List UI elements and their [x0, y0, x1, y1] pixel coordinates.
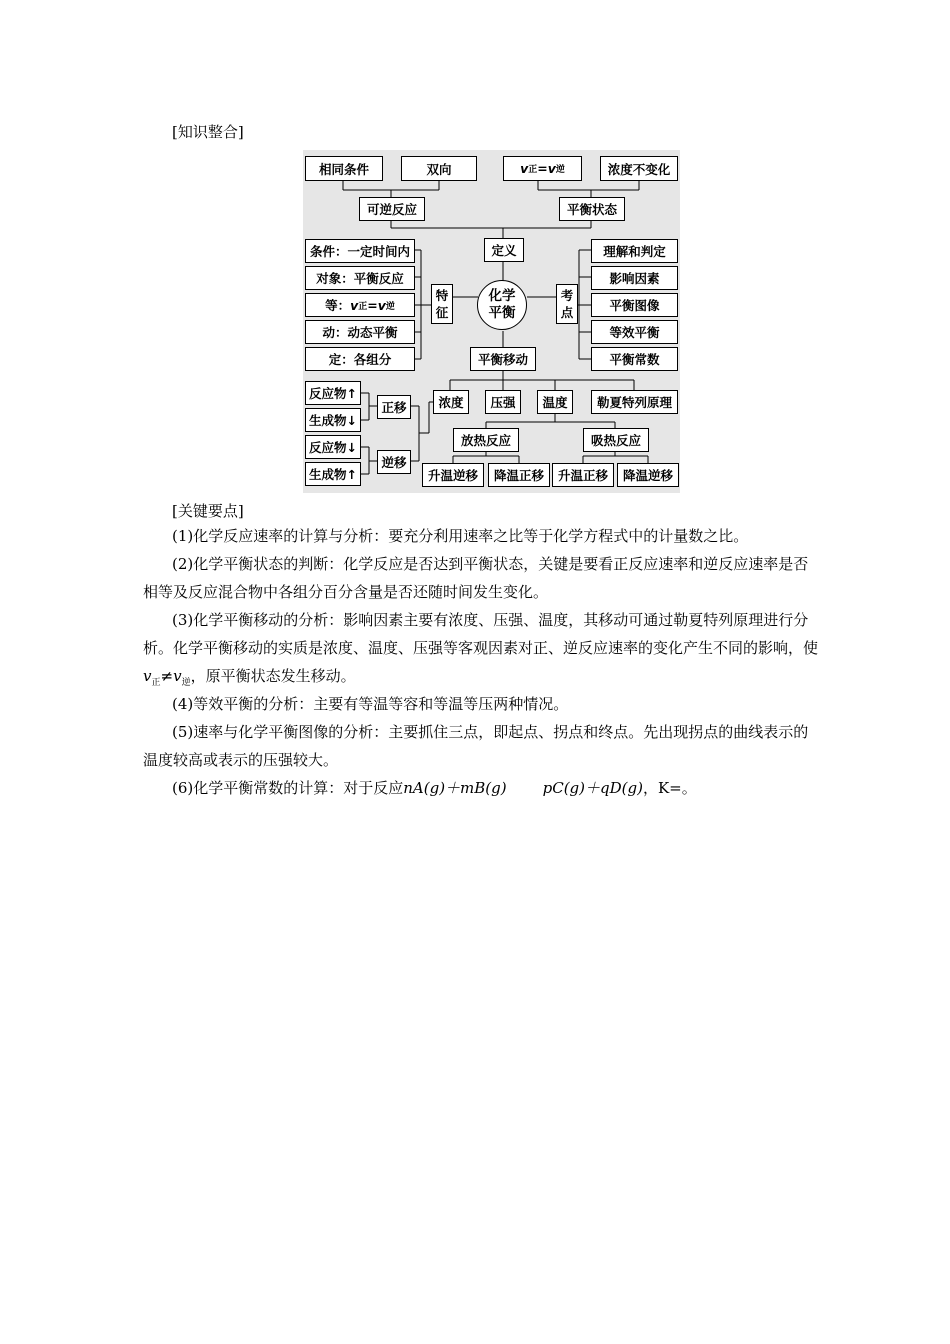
box-feature-object: 对象：平衡反应	[305, 266, 415, 290]
heading-keypoints: [关键要点]	[172, 502, 244, 520]
box-rate-equal: v 正 = v 逆	[503, 156, 582, 181]
box-definition: 定义	[484, 238, 524, 262]
box-exam-label	[556, 284, 578, 324]
point-6-text: (6)化学平衡常数的计算：对于反应	[172, 779, 404, 797]
point-3-text-end: ，原平衡状态发生移动。	[190, 667, 356, 685]
box-heat-forward: 升温正移	[552, 463, 614, 487]
point-5: (5)速率与化学平衡图像的分析：主要抓住三点，即起点、拐点和终点。先出现拐点的曲线表示的温度较高或表示的压强较大。	[143, 723, 809, 769]
center-line2: 平衡	[488, 305, 516, 321]
point-4: (4)等效平衡的分析：主要有等温等容和等温等压两种情况。	[172, 695, 569, 713]
box-heat-backward: 升温逆移	[422, 463, 484, 487]
box-bidirectional: 双向	[401, 156, 477, 181]
box-reactant-down: 反应物↓	[305, 435, 361, 459]
box-reversible-reaction: 可逆反应	[359, 197, 425, 221]
reaction-right: pC(g)＋qD(g)	[542, 779, 643, 797]
box-cool-forward: 降温正移	[488, 463, 550, 487]
features-label-char1: 特	[435, 288, 449, 303]
box-feature-equal: 等： v 正 = v 逆	[305, 293, 415, 317]
box-conc-unchanged: 浓度不变化	[600, 156, 678, 181]
point-2: (2)化学平衡状态的判断：化学反应是否达到平衡状态，关键是要看正反应速率和逆反应速率是否相等及反应混合物中各组分百分含量是否还随时间发生变化。	[143, 555, 809, 601]
center-chemical-equilibrium	[477, 280, 527, 330]
box-equilibrium-state: 平衡状态	[559, 197, 625, 221]
exam-label-char1: 考	[560, 288, 574, 303]
heading-knowledge: [知识整合]	[172, 123, 244, 141]
point-1: (1)化学反应速率的计算与分析：要充分利用速率之比等于化学方程式中的计量数之比。	[172, 527, 749, 545]
box-reactant-up: 反应物↑	[305, 381, 361, 405]
point-6	[143, 774, 823, 802]
box-features-label	[431, 284, 453, 324]
box-backward-shift: 逆移	[377, 450, 411, 474]
box-exam-equivalent: 等效平衡	[591, 320, 678, 344]
box-feature-condition: 条件：一定时间内	[305, 239, 415, 263]
box-endothermic: 吸热反应	[583, 428, 649, 452]
center-line1: 化学	[488, 288, 516, 304]
box-forward-shift: 正移	[377, 395, 411, 419]
box-cool-backward: 降温逆移	[617, 463, 679, 487]
box-exam-graphs: 平衡图像	[591, 293, 678, 317]
box-exam-understand: 理解和判定	[591, 239, 678, 263]
box-feature-fixed: 定：各组分	[305, 347, 415, 371]
box-equilibrium-shift: 平衡移动	[470, 347, 536, 371]
box-product-down: 生成物↓	[305, 408, 361, 432]
box-le-chatelier: 勒夏特列原理	[591, 390, 678, 414]
box-factor-pressure: 压强	[485, 390, 521, 414]
features-label-char2: 征	[435, 305, 449, 320]
reaction-left: nA(g)＋mB(g)	[403, 779, 507, 797]
box-factor-concentration: 浓度	[433, 390, 469, 414]
box-exothermic: 放热反应	[453, 428, 519, 452]
box-feature-dynamic: 动：动态平衡	[305, 320, 415, 344]
box-same-conditions: 相同条件	[305, 156, 383, 181]
box-exam-factors: 影响因素	[591, 266, 678, 290]
exam-label-char2: 点	[560, 305, 574, 320]
box-factor-temperature: 温度	[537, 390, 573, 414]
point-3-text: (3)化学平衡移动的分析：影响因素主要有浓度、压强、温度，其移动可通过勒夏特列原理进行分析。化学平衡移动的实质是浓度、温度、压强等客观因素对正、逆反应速率的变化产生不同的影响，使	[143, 611, 819, 657]
point-6-end: ，K=。	[642, 779, 697, 797]
box-product-up: 生成物↑	[305, 462, 361, 486]
box-exam-constant: 平衡常数	[591, 347, 678, 371]
point-3: (3)化学平衡移动的分析：影响因素主要有浓度、压强、温度，其移动可通过勒夏特列原理进行分析。化学平衡移动的实质是浓度、温度、压强等客观因素对正、逆反应速率的变化产生不同的影响，使$v_正\ne v_逆$，原平衡状态发生移动。	[143, 611, 819, 688]
